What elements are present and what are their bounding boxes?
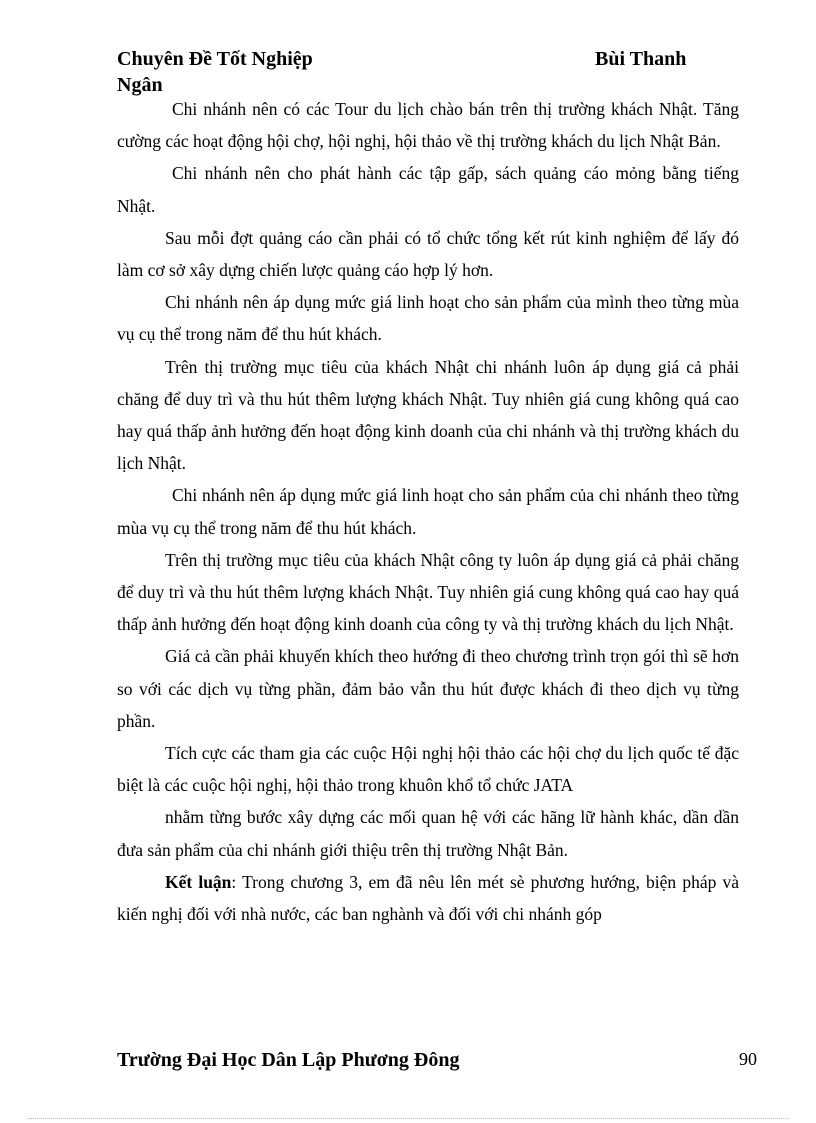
header-author-last-name: Ngân [117, 74, 163, 96]
paragraph: Chi nhánh nên áp dụng mức giá linh hoạt cho sản phẩm của chi nhánh theo từng mùa vụ cụ thể trong năm để thu hút khách. [117, 485, 739, 538]
paragraph: Trên thị trường mục tiêu của khách Nhật chi nhánh luôn áp dụng giá cả phải chăng để duy trì và thu hút thêm lượng khách Nhật. Tuy nhiên giá cung không quá cao hay quá thấp ảnh hưởng đến hoạt động kinh doanh của chi nhánh và thị trường khách du lịch Nhật. [117, 356, 739, 474]
page-footer [117, 1049, 757, 1079]
conclusion-label: Kết luận [165, 871, 232, 892]
document-body [117, 93, 739, 930]
page-bottom-divider [28, 1118, 788, 1119]
paragraph: nhằm từng bước xây dựng các mối quan hệ với các hãng lữ hành khác, dần dần đưa sản phẩm của chi nhánh giới thiệu trên thị trường Nhật Bản. [117, 807, 739, 860]
paragraph: Chi nhánh nên cho phát hành các tập gấp, sách quảng cáo mỏng bằng tiếng Nhật. [117, 163, 739, 216]
header-title: Chuyên Đề Tốt Nghiệp [117, 48, 313, 70]
paragraph: Tích cực các tham gia các cuộc Hội nghị hội thảo các hội chợ du lịch quốc tế đặc biệt là các cuộc hội nghị, hội thảo trong khuôn khổ tổ chức JATA [117, 743, 739, 796]
conclusion-text: : Trong chương 3, em đã nêu lên mét sè phương hướng, biện pháp và kiến nghị đối với nhà nước, các ban nghành và đối với chi nhánh góp [117, 871, 739, 925]
conclusion-paragraph [117, 866, 739, 930]
page-number: 90 [739, 1049, 757, 1069]
paragraph: Giá cả cần phải khuyến khích theo hướng đi theo chương trình trọn gói thì sẽ hơn so với các dịch vụ từng phần, đảm bảo vẫn thu hút được khách đi theo dịch vụ từng phần. [117, 646, 739, 731]
paragraph: Trên thị trường mục tiêu của khách Nhật công ty luôn áp dụng giá cả phải chăng để duy trì và thu hút thêm lượng khách Nhật. Tuy nhiên giá cung không quá cao hay quá thấp ảnh hưởng đến hoạt động kinh doanh của công ty và thị trường khách du lịch Nhật. [117, 549, 739, 635]
header-author-first-name: Bùi Thanh [595, 48, 687, 70]
page-header [117, 48, 717, 98]
paragraph: Chi nhánh nên có các Tour du lịch chào bán trên thị trường khách Nhật. Tăng cường các hoạt động hội chợ, hội nghị, hội thảo về thị trường khách du lịch Nhật Bản. [117, 99, 739, 152]
paragraph: Chi nhánh nên áp dụng mức giá linh hoạt cho sản phẩm của mình theo từng mùa vụ cụ thể trong năm để thu hút khách. [117, 292, 739, 345]
footer-school-name: Trường Đại Học Dân Lập Phương Đông [117, 1049, 460, 1071]
paragraph: Sau mỗi đợt quảng cáo cần phải có tổ chức tổng kết rút kinh nghiệm để lấy đó làm cơ sở xây dựng chiến lược quảng cáo hợp lý hơn. [117, 227, 739, 281]
